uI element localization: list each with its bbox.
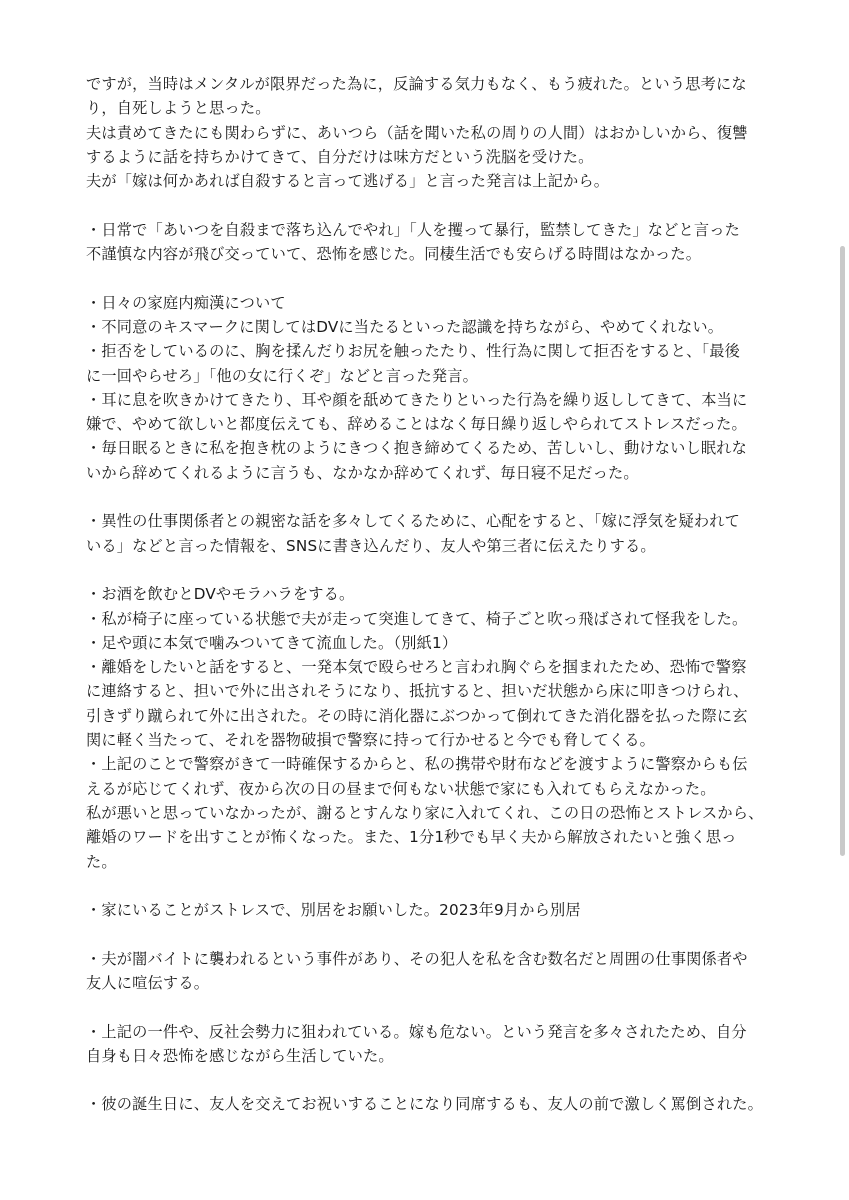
paragraph-spacer [86, 485, 776, 509]
text-line: いから辞めてくれるように言うも、なかなか辞めてくれず、毎日寝不足だった。 [86, 463, 639, 482]
paragraph-spacer [86, 995, 776, 1019]
vertical-scrollbar[interactable] [835, 0, 849, 1200]
text-line: ・日常で「あいつを自殺まで落ち込んでやれ」「人を攫って暴行，監禁してきた」などと言った [86, 220, 741, 239]
text-line: 不謹慎な内容が飛び交っていて、恐怖を感じた。同棲生活でも安らげる時間はなかった。 [86, 245, 702, 264]
text-line: ・お酒を飲むとDVやモラハラをする。 [86, 585, 355, 604]
text-line: 友人に喧伝する。 [86, 973, 210, 992]
text-line: ・私が椅子に座っている状態で夫が走って突進してきて、椅子ごと吹っ飛ばされて怪我をした。 [86, 609, 748, 628]
text-line: ・耳に息を吹きかけてきたり、耳や顔を舐めてきたりといった行為を繰り返ししてきて、本当に [86, 390, 748, 409]
scrollbar-thumb[interactable] [840, 246, 845, 856]
text-line: ですが，当時はメンタルが限界だった為に，反論する気力もなく、もう疲れた。という思考にな [86, 75, 747, 93]
text-line: 嫌で、やめて欲しいと都度伝えても、辞めることはなく毎日繰り返しやられてストレスだった。 [86, 415, 747, 434]
text-line: 私が悪いと思っていなかったが、謝るとすんなり家に入れてくれ、この日の恐怖とストレスから、 [86, 803, 764, 822]
text-line: 夫が「嫁は何かあれば自殺すると言って逃げる」と言った発言は上記から。 [86, 172, 610, 191]
text-line: 関に軽く当たって、それを器物破損で警察に持って行かせると今でも脅してくる。 [86, 731, 656, 750]
text-line: ・彼の誕生日に、友人を交えてお祝いすることになり同席するも、友人の前で激しく罵倒された。 [86, 1095, 764, 1114]
text-line: ・上記の一件や、反社会勢力に狙われている。嫁も危ない。という発言を多々されたため、自分 [86, 1022, 747, 1041]
document-body [86, 72, 776, 1117]
text-line: ・毎日眠るときに私を抱き枕のようにきつく抱き締めてくるため、苦しいし、動けないし眠れな [86, 439, 748, 458]
text-line: えるが応じてくれず、夜から次の日の昼まで何もない状態で家にも入れてもらえなかった。 [86, 779, 716, 798]
paragraph-spacer [86, 874, 776, 898]
text-line: 引きずり蹴られて外に出された。その時に消化器にぶつかって倒れてきた消化器を払った際に玄 [86, 706, 748, 725]
text-line: ・日々の家庭内痴漢について [86, 293, 286, 312]
text-line: するように話を持ちかけてきて、自分だけは味方だという洗脳を受けた。 [86, 147, 594, 166]
paragraph-spacer [86, 1068, 776, 1092]
text-line: 夫は責めてきたにも関わらずに、あいつら（話を聞いた私の周りの人間）はおかしいから、復讐 [86, 123, 748, 142]
text-line: に連絡すると、担いで外に出されそうになり、抵抗すると、担いだ状態から床に叩きつけられ、 [86, 682, 749, 701]
text-line: ・足や頭に本気で噛みついてきて流血した。（別紙1） [86, 633, 458, 652]
text-line: 離婚のワードを出すことが怖くなった。また、1分1秒でも早く夫から解放されたいと強く思っ [86, 828, 737, 847]
text-line: ・拒否をしているのに、胸を揉んだりお尻を触ったたり、性行為に関して拒否をすると、「最後 [86, 342, 741, 361]
text-line: た。 [86, 852, 117, 871]
text-line: ・家にいることがストレスで、別居をお願いした。2023年9月から別居 [86, 901, 581, 920]
text-line: り，自死しようと思った。 [86, 99, 271, 118]
paragraph-spacer [86, 558, 776, 582]
text-line: ・不同意のキスマークに関してはDVに当たるといった認識を持ちながら、やめてくれない。 [86, 317, 724, 336]
text-line: に一回やらせろ」「他の女に行くぞ」などと言った発言。 [86, 366, 479, 385]
text-line: ・離婚をしたいと話をすると、一発本気で殴らせろと言われ胸ぐらを掴まれたため、恐怖で警察 [86, 658, 747, 677]
text-line: ・異性の仕事関係者との親密な話を多々してくるために、心配をすると、「嫁に浮気を疑われて [86, 512, 741, 531]
text-line: ・上記のことで警察がきて一時確保するからと、私の携帯や財布などを渡すように警察からも伝 [86, 755, 748, 774]
text-line: いる」などと言った情報を、SNSに書き込んだり、友人や第三者に伝えたりする。 [86, 536, 656, 555]
paragraph-spacer [86, 922, 776, 946]
text-line: 自身も日々恐怖を感じながら生活していた。 [86, 1046, 394, 1065]
paragraph-spacer [86, 266, 776, 290]
text-line: ・夫が闇バイトに襲われるという事件があり、その犯人を私を含む数名だと周囲の仕事関係者や [86, 949, 748, 968]
paragraph-spacer [86, 193, 776, 217]
